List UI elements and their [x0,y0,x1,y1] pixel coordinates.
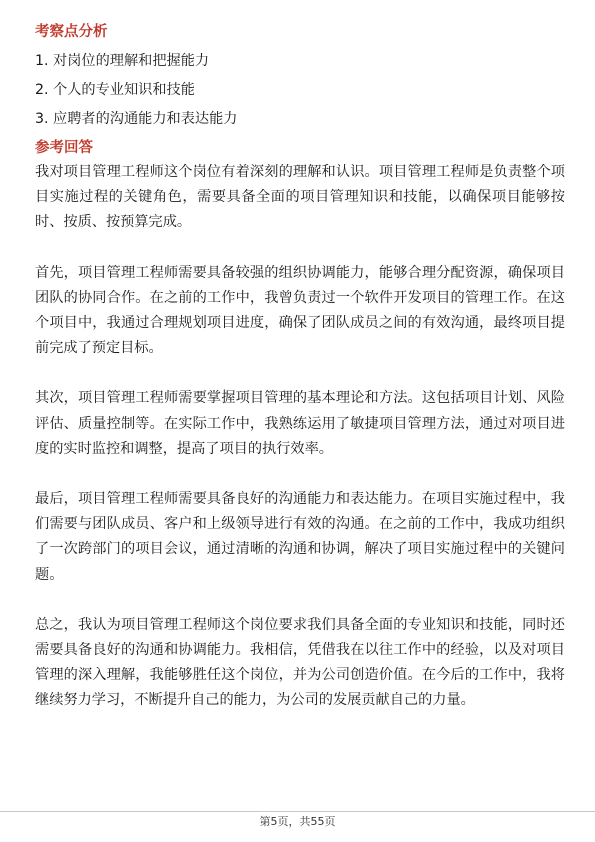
answer-paragraph: 其次，项目管理工程师需要掌握项目管理的基本理论和方法。这包括项目计划、风险评估、质量控制等。在实际工作中，我熟练运用了敏捷项目管理方法，通过对项目进度的实时监控和调整，提高了项目的执行效率。 [35,390,565,457]
footer-divider [0,811,595,812]
analysis-point: 2. 个人的专业知识和技能 [35,82,195,98]
answer-paragraph: 首先，项目管理工程师需要具备较强的组织协调能力，能够合理分配资源，确保项目团队的协同合作。在之前的工作中，我曾负责过一个软件开发项目的管理工作。在这个项目中，我通过合理规划项目进度，确保了团队成员之间的有效沟通，最终项目提前完成了预定目标。 [35,264,565,357]
document-page [35,22,565,714]
answer-heading: 参考回答 [35,140,93,156]
analysis-points-list [35,51,565,129]
answer-paragraph: 总之，我认为项目管理工程师这个岗位要求我们具备全面的专业知识和技能，同时还需要具备良好的沟通和协调能力。我相信，凭借我在以往工作中的经验，以及对项目管理的深入理解，我能够胜任这个岗位，并为公司创造价值。在今后的工作中，我将继续努力学习，不断提升自己的能力，为公司的发展贡献自己的力量。 [35,616,565,709]
analysis-point: 3. 应聘者的沟通能力和表达能力 [35,111,238,127]
answer-paragraph: 我对项目管理工程师这个岗位有着深刻的理解和认识。项目管理工程师是负责整个项目实施过程的关键角色，需要具备全面的项目管理知识和技能，以确保项目能够按时、按质、按预算完成。 [35,164,565,231]
page-number: 第5页，共55页 [259,815,336,828]
analysis-heading: 考察点分析 [35,24,108,40]
answer-paragraph: 最后，项目管理工程师需要具备良好的沟通能力和表达能力。在项目实施过程中，我们需要与团队成员、客户和上级领导进行有效的沟通。在之前的工作中，我成功组织了一次跨部门的项目会议，通过清晰的沟通和协调，解决了项目实施过程中的关键问题。 [35,491,565,583]
analysis-point: 1. 对岗位的理解和把握能力 [35,53,210,69]
answer-body [35,160,565,714]
